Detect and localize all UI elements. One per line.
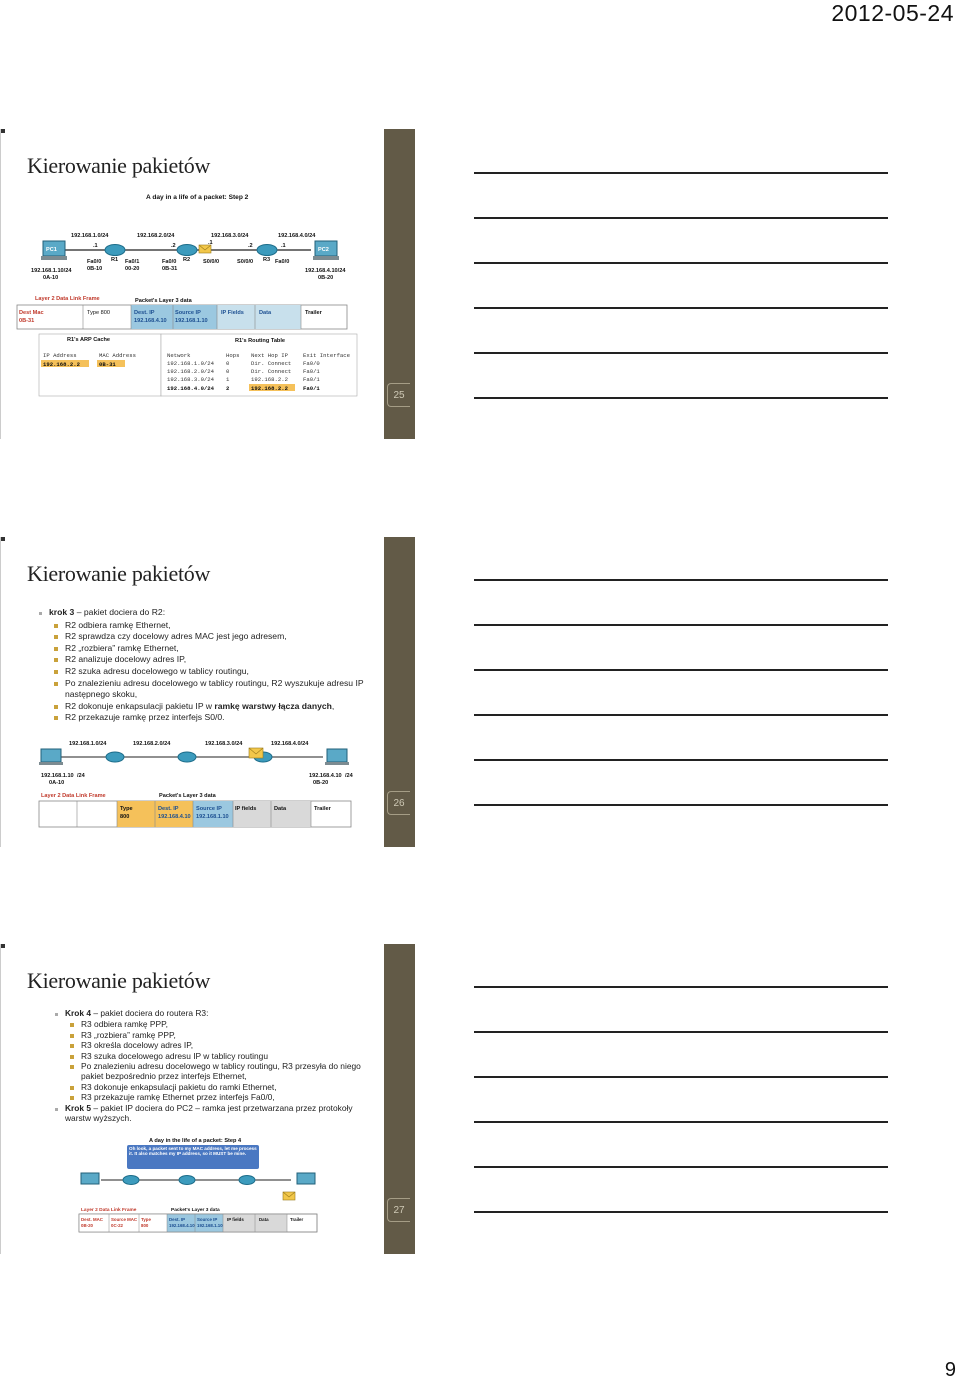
pc1-icon xyxy=(81,1173,99,1184)
packet-envelope-icon xyxy=(249,748,263,758)
svg-text:Packet's Layer 3 data: Packet's Layer 3 data xyxy=(171,1208,220,1213)
pc2-icon xyxy=(313,241,339,260)
svg-text:192.168.2.2: 192.168.2.2 xyxy=(43,361,80,368)
slide-title: Kierowanie pakietów xyxy=(27,153,211,178)
svg-text:Layer 2 Data Link Frame: Layer 2 Data Link Frame xyxy=(35,296,100,302)
svg-text:800: 800 xyxy=(120,814,130,820)
svg-text:R2: R2 xyxy=(183,257,191,263)
list-item: R3 odbiera ramkę PPP, xyxy=(55,1019,365,1029)
svg-text:192.168.4.0/24: 192.168.4.0/24 xyxy=(278,233,316,239)
svg-text:0: 0 xyxy=(226,368,230,375)
svg-text:192.168.2.0/24: 192.168.2.0/24 xyxy=(167,368,214,375)
svg-text:.1: .1 xyxy=(93,243,98,249)
packet-envelope-icon xyxy=(199,245,211,253)
notes-lines-25 xyxy=(474,172,888,442)
svg-text:192.168.2.2: 192.168.2.2 xyxy=(251,385,288,392)
pc1-icon xyxy=(39,749,63,765)
slide-number: 27 xyxy=(387,1198,410,1222)
list-item: R2 analizuje docelowy adres IP, xyxy=(39,654,369,666)
list-item: R3 określa docelowy adres IP, xyxy=(55,1040,365,1050)
svg-text:Dest Mac: Dest Mac xyxy=(19,310,44,316)
svg-text:192.168.4.10: 192.168.4.10 xyxy=(134,318,167,324)
svg-text:192.168.1.10: 192.168.1.10 xyxy=(41,773,74,779)
svg-text:Dest. IP: Dest. IP xyxy=(158,806,179,812)
svg-text:Fa0/1: Fa0/1 xyxy=(125,259,140,265)
list-item: R2 odbiera ramkę Ethernet, xyxy=(39,620,369,632)
svg-text:Fa0/0: Fa0/0 xyxy=(303,360,320,367)
svg-text:/24: /24 xyxy=(345,773,353,779)
slide-25 xyxy=(0,129,415,439)
svg-text:Fa0/1: Fa0/1 xyxy=(303,376,320,383)
svg-text:0B-20: 0B-20 xyxy=(313,780,329,786)
svg-text:Type: Type xyxy=(141,1217,151,1222)
pc1-icon xyxy=(41,241,67,260)
list-item: Krok 4 – pakiet dociera do routera R3: xyxy=(55,1008,365,1018)
svg-text:192.168.2.0/24: 192.168.2.0/24 xyxy=(137,233,175,239)
svg-text:IP Fields: IP Fields xyxy=(221,310,244,316)
svg-text:0C-22: 0C-22 xyxy=(111,1223,123,1228)
svg-text:00-20: 00-20 xyxy=(125,266,140,272)
speech-bubble: Oh look, a packet sent to my MAC address, let me process it. It also matches my IP address, so it MUST be mine. xyxy=(129,1146,257,1157)
svg-text:192.168.1.10/24: 192.168.1.10/24 xyxy=(31,268,72,274)
svg-text:Dest. IP: Dest. IP xyxy=(169,1217,186,1222)
svg-text:192.168.2.2: 192.168.2.2 xyxy=(251,376,288,383)
svg-text:.2: .2 xyxy=(171,243,176,249)
list-item: Po znalezieniu adresu docelowego w tablicy routingu, R2 wyszukuje adresu IP następnego skoku, xyxy=(39,678,369,701)
svg-text:Trailer: Trailer xyxy=(290,1217,304,1222)
svg-text:Source IP: Source IP xyxy=(175,310,201,316)
svg-text:192.168.1.0/24: 192.168.1.0/24 xyxy=(71,233,109,239)
svg-text:192.168.1.10: 192.168.1.10 xyxy=(196,814,229,820)
svg-text:R1's ARP Cache: R1's ARP Cache xyxy=(67,337,110,343)
svg-text:IP fields: IP fields xyxy=(235,806,257,812)
list-item: R2 dokonuje enkapsulacji pakietu IP w ramkę warstwy łącza danych, xyxy=(39,701,369,713)
svg-text:Dest. IP: Dest. IP xyxy=(134,310,155,316)
svg-text:192.168.4.10: 192.168.4.10 xyxy=(158,814,191,820)
network-diagram-step4 xyxy=(77,1136,321,1240)
slide-27 xyxy=(0,944,415,1254)
svg-text:IP fields: IP fields xyxy=(227,1217,244,1222)
svg-text:Source IP: Source IP xyxy=(197,1217,218,1222)
router-r2-icon xyxy=(178,752,196,762)
svg-text:192.168.4.10: 192.168.4.10 xyxy=(309,773,342,779)
bullet-list xyxy=(39,607,369,724)
svg-text:Fa0/1: Fa0/1 xyxy=(303,368,320,375)
svg-text:S0/0/0: S0/0/0 xyxy=(237,259,254,265)
router-r1-icon xyxy=(123,1176,139,1185)
figure-caption: A day in a life of a packet: Step 2 xyxy=(146,194,249,201)
list-item: R2 „rozbiera” ramkę Ethernet, xyxy=(39,643,369,655)
svg-text:R1's Routing Table: R1's Routing Table xyxy=(235,338,286,344)
list-item: R3 „rozbiera” ramkę PPP, xyxy=(55,1030,365,1040)
svg-text:.1: .1 xyxy=(208,240,213,246)
router-r3-icon xyxy=(257,245,277,264)
svg-text:A day in the life of a packet:: A day in the life of a packet: Step 4 xyxy=(149,1138,242,1144)
list-item: R3 dokonuje enkapsulacji pakietu do ramki Ethernet, xyxy=(55,1082,365,1092)
svg-text:192.168.3.0/24: 192.168.3.0/24 xyxy=(211,233,249,239)
slide-title: Kierowanie pakietów xyxy=(27,968,211,993)
router-r1-icon xyxy=(106,752,124,762)
svg-text:Trailer: Trailer xyxy=(305,310,322,316)
svg-text:Layer 2 Data Link Frame: Layer 2 Data Link Frame xyxy=(81,1208,137,1213)
svg-text:Data: Data xyxy=(274,806,287,812)
svg-text:Network: Network xyxy=(167,352,191,359)
list-item: R3 szuka docelowego adresu IP w tablicy routingu xyxy=(55,1051,365,1061)
svg-text:Dir. Connect: Dir. Connect xyxy=(251,368,292,375)
packet-envelope-icon xyxy=(283,1192,295,1200)
svg-text:S0/0/0: S0/0/0 xyxy=(203,259,220,265)
svg-text:192.168.4.0/24: 192.168.4.0/24 xyxy=(271,741,309,747)
network-diagram-step2 xyxy=(13,189,358,411)
svg-text:1: 1 xyxy=(226,376,230,383)
router-r1-icon xyxy=(105,245,125,264)
list-item: R2 przekazuje ramkę przez interfejs S0/0. xyxy=(39,712,369,724)
svg-text:Source IP: Source IP xyxy=(196,806,222,812)
svg-text:0B-31: 0B-31 xyxy=(162,266,178,272)
svg-text:Data: Data xyxy=(259,1217,269,1222)
svg-text:2: 2 xyxy=(226,385,230,392)
svg-text:R1: R1 xyxy=(111,257,119,263)
svg-text:192.168.1.0/24: 192.168.1.0/24 xyxy=(69,741,107,747)
notes-lines-27 xyxy=(474,986,888,1256)
svg-text:192.168.1.10: 192.168.1.10 xyxy=(175,318,208,324)
svg-text:Source MAC: Source MAC xyxy=(111,1217,138,1222)
list-item: R3 przekazuje ramkę Ethernet przez interfejs Fa0/0, xyxy=(55,1092,365,1102)
svg-text:.2: .2 xyxy=(248,243,253,249)
bullet-list xyxy=(55,1008,365,1124)
svg-text:Dest. MAC: Dest. MAC xyxy=(81,1217,103,1222)
svg-text:0B-20: 0B-20 xyxy=(318,275,334,281)
svg-text:PC2: PC2 xyxy=(318,247,329,253)
svg-text:Fa0/0: Fa0/0 xyxy=(87,259,102,265)
pc2-icon xyxy=(297,1173,315,1184)
svg-text:R3: R3 xyxy=(263,257,271,263)
svg-text:Type: Type xyxy=(120,806,133,812)
svg-text:Trailer: Trailer xyxy=(314,806,331,812)
header-date: 2012-05-24 xyxy=(831,0,954,26)
svg-text:/24: /24 xyxy=(77,773,85,779)
svg-text:0B-20: 0B-20 xyxy=(81,1223,93,1228)
svg-text:Packet's Layer 3 data: Packet's Layer 3 data xyxy=(135,298,192,304)
pc2-icon xyxy=(325,749,349,765)
svg-text:Layer 2 Data Link Frame: Layer 2 Data Link Frame xyxy=(41,793,106,799)
slide-26 xyxy=(0,537,415,847)
svg-text:0B-31: 0B-31 xyxy=(19,318,35,324)
svg-text:MAC Address: MAC Address xyxy=(99,352,136,359)
svg-text:PC1: PC1 xyxy=(46,247,57,253)
svg-text:192.168.1.10: 192.168.1.10 xyxy=(197,1223,223,1228)
svg-text:192.168.3.0/24: 192.168.3.0/24 xyxy=(167,376,214,383)
svg-text:Data: Data xyxy=(259,310,272,316)
svg-text:Exit Interface: Exit Interface xyxy=(303,352,350,359)
router-r2-icon xyxy=(177,245,197,264)
svg-text:192.168.2.0/24: 192.168.2.0/24 xyxy=(133,741,171,747)
svg-text:.1: .1 xyxy=(281,243,286,249)
svg-text:0A-10: 0A-10 xyxy=(49,780,65,786)
page-number: 9 xyxy=(944,1359,956,1381)
svg-text:0B-31: 0B-31 xyxy=(99,361,116,368)
svg-text:IP Address: IP Address xyxy=(43,352,77,359)
slide-number: 25 xyxy=(387,383,410,407)
list-item: R2 sprawdza czy docelowy adres MAC jest jego adresem, xyxy=(39,631,369,643)
svg-text:Hops: Hops xyxy=(226,352,240,359)
router-r2-icon xyxy=(179,1176,195,1185)
svg-text:800: 800 xyxy=(141,1223,149,1228)
svg-text:Dir. Connect: Dir. Connect xyxy=(251,360,292,367)
slide-number: 26 xyxy=(387,791,410,815)
svg-text:Fa0/0: Fa0/0 xyxy=(275,259,290,265)
svg-text:Type 800: Type 800 xyxy=(87,310,111,316)
list-item: Po znalezieniu adresu docelowego w tablicy routingu, R3 przesyła do niego pakiet bezpośrednio przez interfejs Ethernet, xyxy=(55,1061,365,1082)
svg-text:Fa0/1: Fa0/1 xyxy=(303,385,320,392)
svg-text:192.168.3.0/24: 192.168.3.0/24 xyxy=(205,741,243,747)
notes-lines-26 xyxy=(474,579,888,849)
svg-text:Fa0/0: Fa0/0 xyxy=(162,259,177,265)
list-item: krok 3 – pakiet dociera do R2: xyxy=(39,607,369,619)
svg-text:0A-10: 0A-10 xyxy=(43,275,59,281)
router-r3-icon xyxy=(239,1176,255,1185)
svg-text:0B-10: 0B-10 xyxy=(87,266,103,272)
svg-text:192.168.4.10: 192.168.4.10 xyxy=(169,1223,195,1228)
list-item: Krok 5 – pakiet IP dociera do PC2 – ramka jest przetwarzana przez protokoły warstw wyższych. xyxy=(55,1103,365,1124)
list-item: R2 szuka adresu docelowego w tablicy routingu, xyxy=(39,666,369,678)
slide-title: Kierowanie pakietów xyxy=(27,561,211,586)
svg-text:Next Hop IP: Next Hop IP xyxy=(251,352,288,359)
svg-text:192.168.1.0/24: 192.168.1.0/24 xyxy=(167,360,214,367)
svg-text:0: 0 xyxy=(226,360,230,367)
svg-text:192.168.4.0/24: 192.168.4.0/24 xyxy=(167,385,214,392)
network-diagram-step3 xyxy=(37,737,357,831)
svg-text:192.168.4.10/24: 192.168.4.10/24 xyxy=(305,268,346,274)
svg-text:Packet's Layer 3 data: Packet's Layer 3 data xyxy=(159,793,216,799)
